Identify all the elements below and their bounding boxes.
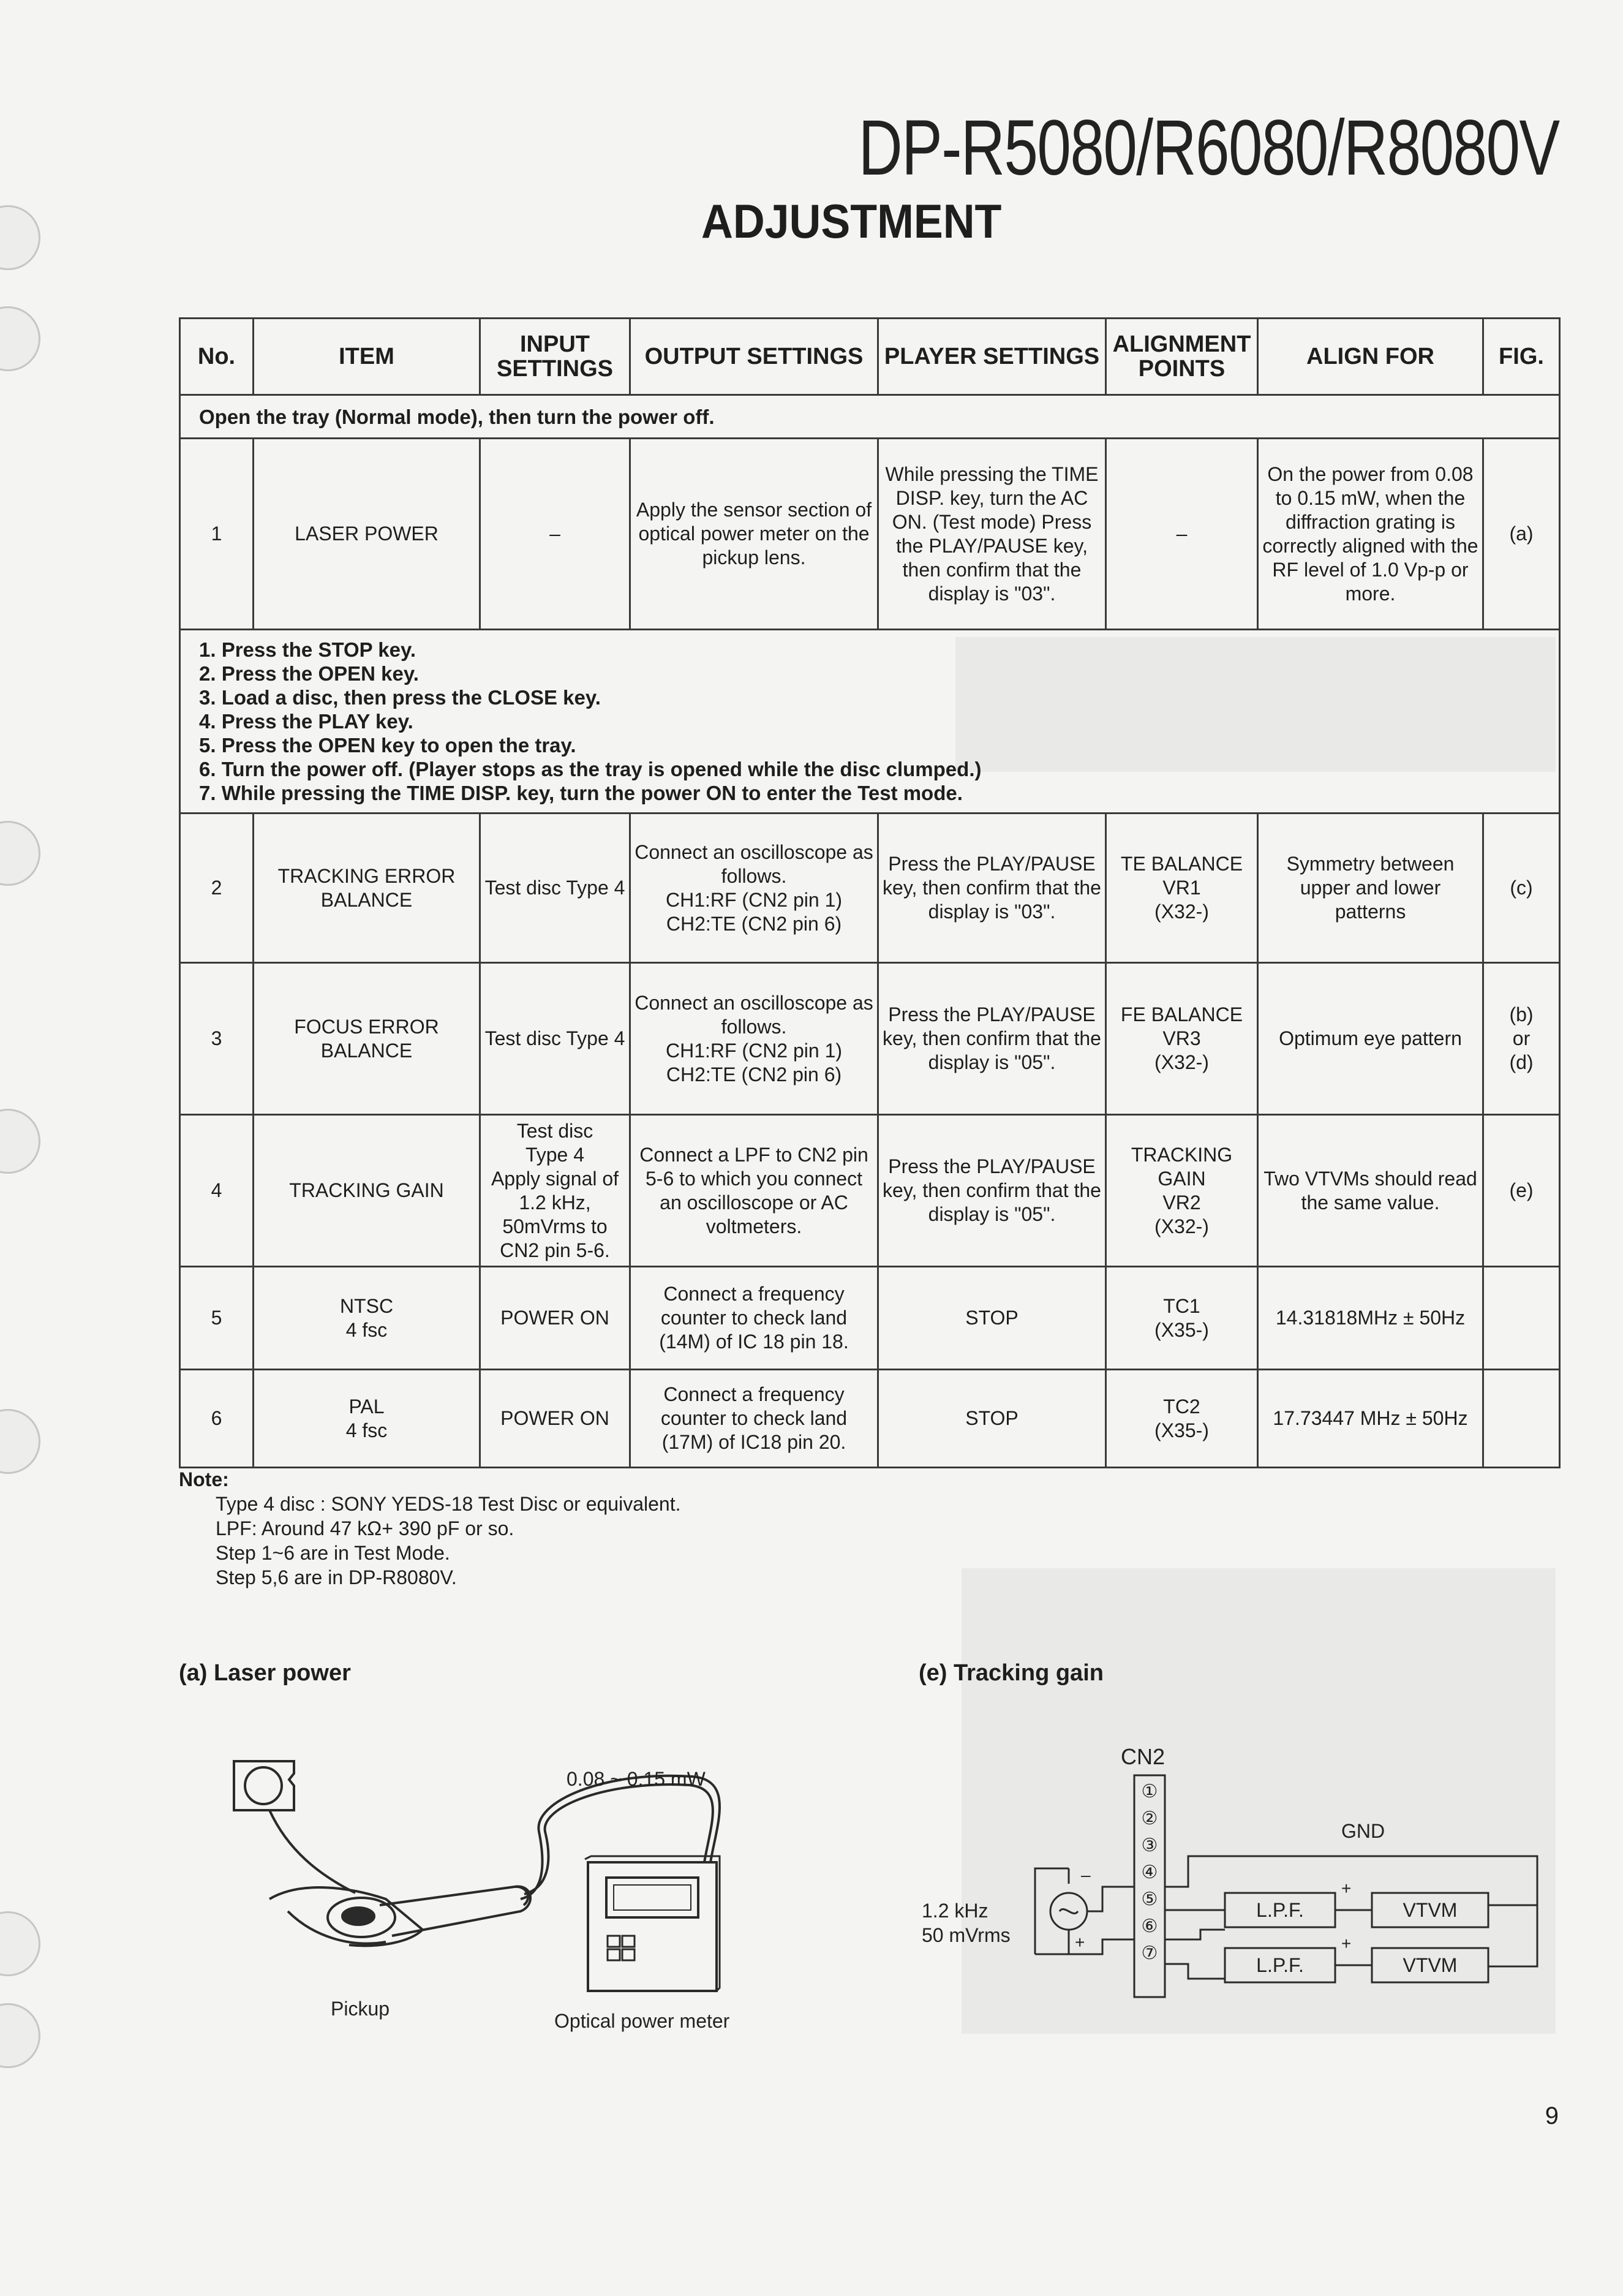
pin-4: ④: [1141, 1862, 1158, 1882]
tracking-gain-diagram: [919, 1734, 1562, 2015]
table-row: [180, 1267, 1560, 1370]
cell-fig: [1483, 1370, 1560, 1468]
table-row: [180, 1370, 1560, 1468]
cell-fig: (c): [1483, 814, 1560, 963]
cell-alignment: [1106, 1115, 1258, 1267]
vtvm-upper-plus: +: [1341, 1879, 1352, 1898]
alignment-line: (X35-): [1154, 1419, 1209, 1441]
cell-align-for: Two VTVMs should read the same value.: [1258, 1115, 1483, 1267]
source-level-label: 50 mVrms: [922, 1924, 1011, 1946]
step-line: 7. While pressing the TIME DISP. key, turn the power ON to enter the Test mode.: [199, 782, 963, 804]
punch-hole: [0, 1911, 40, 1976]
input-line: Type 4: [525, 1143, 585, 1166]
source-plus-label: +: [1075, 1933, 1085, 1952]
cell-output: Connect a frequency counter to check land (17M) of IC18 pin 20.: [630, 1370, 878, 1468]
cell-no: 3: [180, 963, 254, 1115]
table-row: [180, 814, 1560, 963]
cell-input: POWER ON: [480, 1370, 630, 1468]
cell-player: Press the PLAY/PAUSE key, then confirm that the display is "05".: [878, 1115, 1106, 1267]
fig-line: (d): [1509, 1051, 1534, 1073]
cell-item: [254, 1370, 480, 1468]
header-alignment-points: ALIGNMENT POINTS: [1106, 319, 1258, 395]
note-line: Type 4 disc : SONY YEDS-18 Test Disc or equivalent.: [216, 1493, 681, 1515]
model-number: DP-R5080/R6080/R8080V: [858, 104, 1559, 192]
fig-line: or: [1512, 1027, 1531, 1049]
fig-line: (b): [1509, 1003, 1534, 1025]
pickup-label: Pickup: [331, 1998, 390, 2020]
cell-item: TRACKING GAIN: [254, 1115, 480, 1267]
item-line: 4 fsc: [345, 1318, 388, 1341]
input-line: Test disc: [516, 1119, 593, 1142]
gnd-label: GND: [1341, 1820, 1385, 1842]
punch-hole: [0, 1409, 40, 1474]
cell-fig: [1483, 963, 1560, 1115]
step-line: 4. Press the PLAY key.: [199, 710, 413, 733]
cell-alignment: [1106, 1267, 1258, 1370]
cell-align-for: On the power from 0.08 to 0.15 mW, when the diffraction grating is correctly aligned with the RF level of 1.0 Vp-p or more.: [1258, 439, 1483, 630]
pin-5: ⑤: [1141, 1889, 1158, 1909]
punch-hole: [0, 306, 40, 371]
item-line: NTSC: [339, 1294, 394, 1317]
cell-alignment: [1106, 1370, 1258, 1468]
cell-fig: (a): [1483, 439, 1560, 630]
cell-fig: [1483, 1267, 1560, 1370]
step-line: 6. Turn the power off. (Player stops as the tray is opened while the disc clumped.): [199, 758, 982, 780]
punch-hole: [0, 1109, 40, 1174]
notes-block: [179, 1467, 680, 1590]
step-line: 5. Press the OPEN key to open the tray.: [199, 734, 576, 757]
optical-power-meter-label: Optical power meter: [554, 2010, 730, 2032]
item-line: 4 fsc: [345, 1419, 388, 1441]
output-line: Connect an oscilloscope as follows.: [635, 840, 873, 887]
cell-player: While pressing the TIME DISP. key, turn the AC ON. (Test mode) Press the PLAY/PAUSE key, then confirm that the display is "03".: [878, 439, 1106, 630]
alignment-line: VR3: [1162, 1027, 1201, 1049]
cell-input: Test disc Type 4: [480, 963, 630, 1115]
power-range-label: 0.08 ~ 0.15 mW: [567, 1768, 706, 1790]
alignment-line: VR2: [1162, 1191, 1201, 1214]
cell-align-for: 14.31818MHz ± 50Hz: [1258, 1267, 1483, 1370]
notes-title: Note:: [179, 1468, 229, 1490]
steps-row: [180, 630, 1560, 814]
page-number: 9: [1545, 2102, 1559, 2129]
alignment-line: VR1: [1162, 877, 1201, 899]
pin-7: ⑦: [1141, 1943, 1158, 1963]
pin-2: ②: [1141, 1808, 1158, 1829]
punch-hole: [0, 2003, 40, 2068]
table-row: [180, 1115, 1560, 1267]
cell-output: Connect a frequency counter to check land (14M) of IC 18 pin 18.: [630, 1267, 878, 1370]
steps-cell: [180, 630, 1560, 814]
input-line: Apply signal of 1.2 kHz, 50mVrms to CN2 pin 5-6.: [491, 1167, 619, 1261]
section-title: ADJUSTMENT: [701, 194, 1002, 248]
alignment-line: TE BALANCE: [1120, 853, 1243, 875]
header-output-settings: OUTPUT SETTINGS: [630, 319, 878, 395]
header-no: No.: [180, 319, 254, 395]
cell-no: 6: [180, 1370, 254, 1468]
pin-3: ③: [1141, 1835, 1158, 1856]
lpf-lower-label: L.P.F.: [1256, 1954, 1304, 1976]
cell-alignment: [1106, 963, 1258, 1115]
figure-a-title: (a) Laser power: [179, 1660, 351, 1686]
cell-item: LASER POWER: [254, 439, 480, 630]
cell-player: Press the PLAY/PAUSE key, then confirm that the display is "05".: [878, 963, 1106, 1115]
alignment-line: TRACKING: [1131, 1143, 1233, 1166]
output-line: CH2:TE (CN2 pin 6): [666, 912, 842, 935]
item-line: PAL: [348, 1395, 385, 1418]
cell-alignment: [1106, 814, 1258, 963]
alignment-line: FE BALANCE: [1120, 1003, 1243, 1025]
source-minus-label: –: [1081, 1865, 1091, 1884]
note-line: LPF: Around 47 kΩ+ 390 pF or so.: [216, 1517, 514, 1539]
output-line: CH2:TE (CN2 pin 6): [666, 1063, 842, 1086]
alignment-line: TC2: [1163, 1395, 1200, 1418]
cell-player: Press the PLAY/PAUSE key, then confirm that the display is "03".: [878, 814, 1106, 963]
header-input-settings: INPUT SETTINGS: [480, 319, 630, 395]
vtvm-lower-plus: +: [1341, 1934, 1352, 1953]
cell-output: Apply the sensor section of optical power meter on the pickup lens.: [630, 439, 878, 630]
alignment-line: (X32-): [1154, 901, 1209, 923]
output-line: CH1:RF (CN2 pin 1): [665, 1039, 843, 1062]
laser-power-diagram: [227, 1734, 839, 2077]
cn2-label: CN2: [1121, 1744, 1165, 1769]
cell-input: [480, 1115, 630, 1267]
cell-no: 4: [180, 1115, 254, 1267]
step-line: 3. Load a disc, then press the CLOSE key.: [199, 686, 601, 709]
cell-align-for: Optimum eye pattern: [1258, 963, 1483, 1115]
cell-output: Connect a LPF to CN2 pin 5-6 to which you connect an oscilloscope or AC voltmeters.: [630, 1115, 878, 1267]
cell-no: 2: [180, 814, 254, 963]
cell-input: Test disc Type 4: [480, 814, 630, 963]
pin-6: ⑥: [1141, 1916, 1158, 1936]
alignment-line: (X35-): [1154, 1318, 1209, 1341]
alignment-line: (X32-): [1154, 1051, 1209, 1073]
cell-no: 1: [180, 439, 254, 630]
step-line: 2. Press the OPEN key.: [199, 662, 419, 685]
cell-fig: (e): [1483, 1115, 1560, 1267]
lpf-upper-label: L.P.F.: [1256, 1899, 1304, 1921]
header-player-settings: PLAYER SETTINGS: [878, 319, 1106, 395]
table-row: [180, 963, 1560, 1115]
header-fig: FIG.: [1483, 319, 1560, 395]
punch-hole: [0, 821, 40, 886]
alignment-line: GAIN: [1158, 1167, 1206, 1190]
output-line: CH1:RF (CN2 pin 1): [665, 888, 843, 911]
note-line: Step 5,6 are in DP-R8080V.: [216, 1566, 457, 1588]
alignment-line: TC1: [1163, 1294, 1200, 1317]
cell-player: STOP: [878, 1370, 1106, 1468]
vtvm-upper-label: VTVM: [1403, 1899, 1458, 1921]
cell-alignment: –: [1106, 439, 1258, 630]
figure-e-title: (e) Tracking gain: [919, 1660, 1104, 1686]
preface-text: Open the tray (Normal mode), then turn the power off.: [180, 395, 1560, 439]
cell-no: 5: [180, 1267, 254, 1370]
header-align-for: ALIGN FOR: [1258, 319, 1483, 395]
cell-align-for: Symmetry between upper and lower patterns: [1258, 814, 1483, 963]
alignment-line: (X32-): [1154, 1215, 1209, 1237]
header-item: ITEM: [254, 319, 480, 395]
output-line: Connect an oscilloscope as follows.: [635, 991, 873, 1038]
cell-item: TRACKING ERROR BALANCE: [254, 814, 480, 963]
cell-output: [630, 963, 878, 1115]
cell-player: STOP: [878, 1267, 1106, 1370]
cell-input: –: [480, 439, 630, 630]
cell-item: FOCUS ERROR BALANCE: [254, 963, 480, 1115]
cell-item: [254, 1267, 480, 1370]
vtvm-lower-label: VTVM: [1403, 1954, 1458, 1976]
step-line: 1. Press the STOP key.: [199, 638, 416, 661]
punch-hole: [0, 205, 40, 270]
table-header-row: [180, 319, 1560, 395]
pin-1: ①: [1141, 1781, 1158, 1802]
adjustment-table: [179, 317, 1561, 1468]
table-row: [180, 439, 1560, 630]
cell-align-for: 17.73447 MHz ± 50Hz: [1258, 1370, 1483, 1468]
note-line: Step 1~6 are in Test Mode.: [216, 1542, 450, 1564]
cell-output: [630, 814, 878, 963]
source-frequency-label: 1.2 kHz: [922, 1900, 988, 1922]
preface-row: [180, 395, 1560, 439]
cell-input: POWER ON: [480, 1267, 630, 1370]
